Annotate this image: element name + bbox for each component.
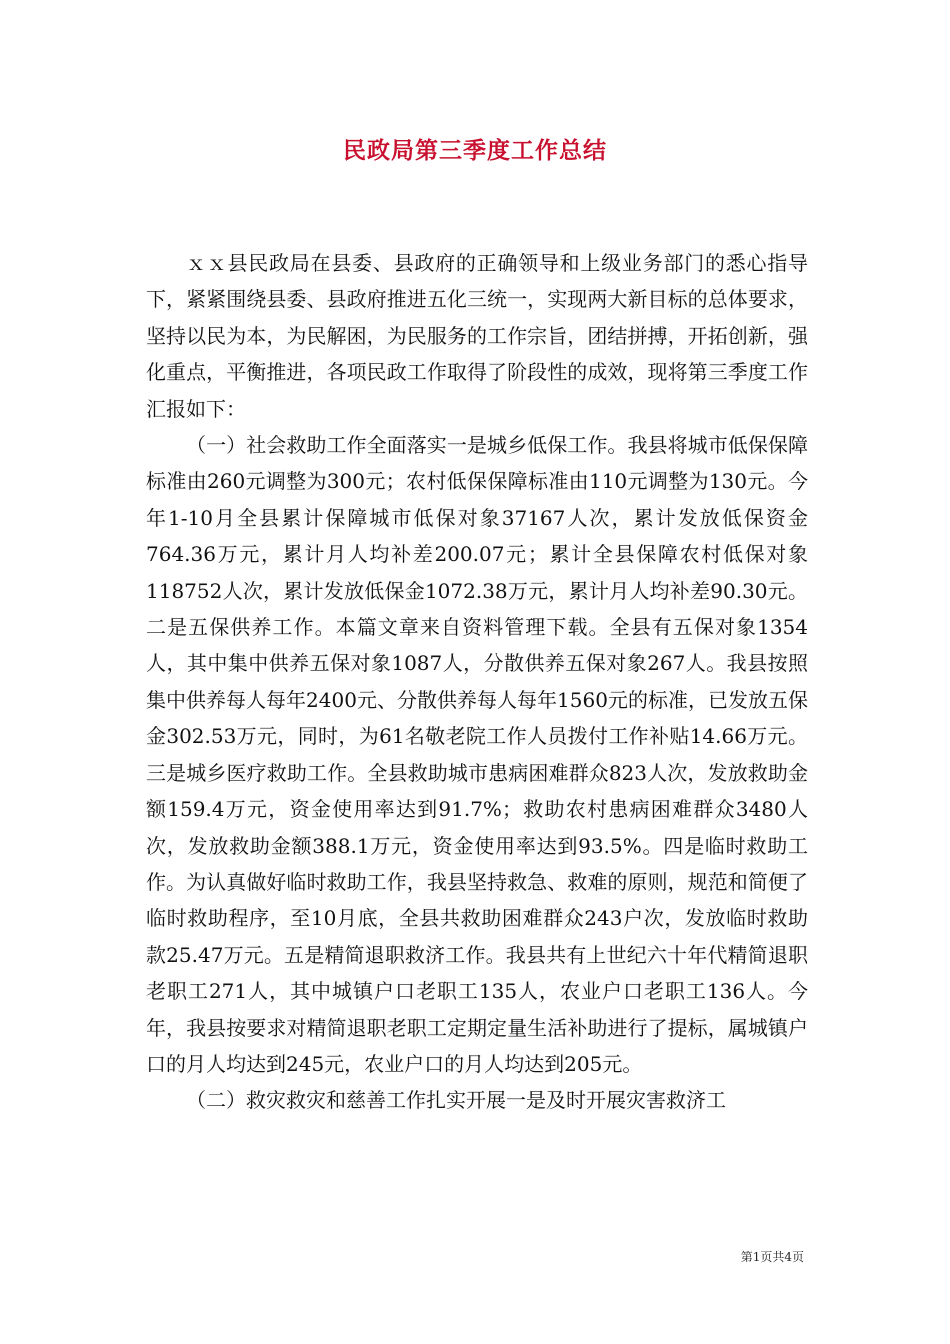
page-number: 第1页共4页 bbox=[740, 1250, 804, 1264]
document-title: 民政局第三季度工作总结 bbox=[343, 138, 607, 164]
paragraph-disaster-relief: （二）救灾救灾和慈善工作扎实开展一是及时开展灾害救济工 bbox=[186, 1088, 726, 1113]
document-body bbox=[146, 245, 808, 1119]
paragraph-social-assistance: （一）社会救助工作全面落实一是城乡低保工作。我县将城市低保保障标准由260元调整为300元；农村低保保障标准由110元调整为130元。今年1-10月全县累计保障城市低保对象37167人次，累计发放低保资金764.36万元，累计月人均补差200.07元；累计全县保障农村低保对象118752人次，累计发放低保金1072.38万元，累计月人均补差90.30元。二是五保供养工作。本篇文章来自资料管理下载。全县有五保对象1354人，其中集中供养五保对象1087人，分散供养五保对象267人。我县按照集中供养每人每年2400元、分散供养每人每年1560元的标准，已发放五保金302.53万元，同时，为61名敬老院工作人员拨付工作补贴14.66万元。三是城乡医疗救助工作。全县救助城市患病困难群众823人次，发放救助金额159.4万元，资金使用率达到91.7%；救助农村患病困难群众3480人次，发放救助金额388.1万元，资金使用率达到93.5%。四是临时救助工作。为认真做好临时救助工作，我县坚持救急、救难的原则，规范和简便了临时救助程序，至10月底，全县共救助困难群众243户次，发放临时救助款25.47万元。五是精简退职救济工作。我县共有上世纪六十年代精简退职老职工271人，其中城镇户口老职工135人，农业户口老职工136人。今年，我县按要求对精简退职老职工定期定量生活补助进行了提标，属城镇户口的月人均达到245元，农业户口的月人均达到205元。 bbox=[146, 433, 808, 1076]
paragraph-intro: ｘｘ县民政局在县委、县政府的正确领导和上级业务部门的悉心指导下，紧紧围绕县委、县政府推进五化三统一，实现两大新目标的总体要求，坚持以民为本，为民解困，为民服务的工作宗旨，团结拼搏，开拓创新，强化重点，平衡推进，各项民政工作取得了阶段性的成效，现将第三季度工作汇报如下： bbox=[146, 251, 808, 421]
